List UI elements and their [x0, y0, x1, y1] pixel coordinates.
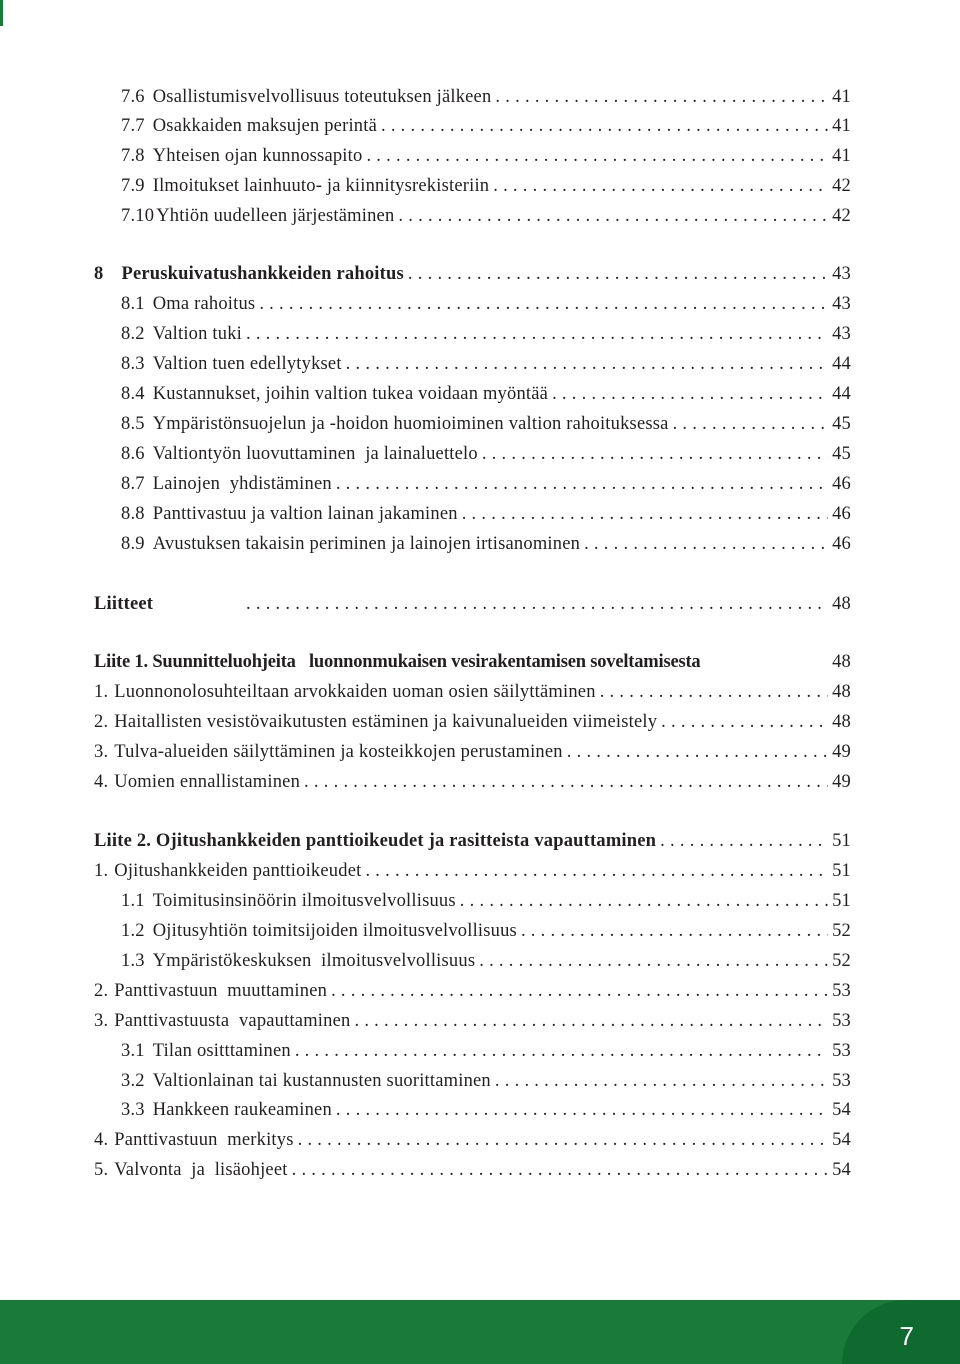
- toc-entry-title: Osakkaiden maksujen perintä: [152, 116, 377, 136]
- toc-entry-page: 45: [832, 414, 851, 434]
- toc-entry-page: 41: [832, 87, 851, 107]
- toc-entry-number: 1.: [94, 682, 109, 702]
- toc-entry-number: 8.3: [121, 354, 145, 374]
- toc-entry-number: 3.3: [121, 1100, 145, 1120]
- toc-entry-number: 7.9: [121, 176, 145, 196]
- toc-dot-leader: [331, 976, 828, 1006]
- toc-entry-number: 1.1: [121, 891, 145, 911]
- toc-entry-number: 8.7: [121, 474, 145, 494]
- toc-entry-number: 3.1: [121, 1041, 145, 1061]
- toc-entry-number: 8.4: [121, 384, 145, 404]
- toc-entry-page: 41: [832, 116, 851, 136]
- toc-entry-liite1-2[interactable]: [94, 707, 851, 737]
- toc-dot-leader: [462, 499, 828, 529]
- toc-entry-liite2-1[interactable]: [94, 856, 851, 886]
- toc-entry-number: 1.: [94, 861, 109, 881]
- toc-entry-title: Hankkeen raukeaminen: [152, 1100, 332, 1120]
- toc-entry-7-6[interactable]: [121, 82, 851, 112]
- toc-entry-number: 4.: [94, 1130, 109, 1150]
- toc-entry-number: 2.: [94, 712, 109, 732]
- toc-entry-title: Oma rahoitus: [152, 294, 256, 314]
- toc-entry-number: 3.: [94, 742, 109, 762]
- toc-dot-leader: [336, 1095, 828, 1125]
- toc-entry-page: 42: [832, 176, 851, 196]
- toc-entry-title: Ojitusyhtiön toimitsijoiden ilmoitusvelvollisuus: [152, 921, 517, 941]
- toc-heading-title: Liite 1. Suunnitteluohjeita luonnonmukaisen vesirakentamisen soveltamisesta: [94, 652, 701, 672]
- toc-entry-liite1-4[interactable]: [94, 767, 851, 797]
- toc-entry-page: 51: [832, 861, 851, 881]
- toc-entry-title: Kustannukset, joihin valtion tukea voidaan myöntää: [152, 384, 549, 404]
- toc-entry-title: Uomien ennallistaminen: [114, 772, 301, 792]
- toc-entry-8-5[interactable]: [121, 409, 851, 439]
- toc-entry-8-1[interactable]: [121, 289, 851, 319]
- toc-dot-leader: [495, 1066, 828, 1096]
- toc-heading-8[interactable]: [94, 259, 851, 289]
- toc-entry-page: 54: [832, 1160, 851, 1180]
- toc-dot-leader: [366, 141, 828, 171]
- toc-entry-title: Valtion tuki: [152, 324, 242, 344]
- toc-entry-number: 8.2: [121, 324, 145, 344]
- toc-dot-leader: [521, 916, 828, 946]
- toc-entry-liite2-1-1[interactable]: [121, 886, 851, 916]
- toc-entry-number: 4.: [94, 772, 109, 792]
- toc-entry-number: 7.7: [121, 116, 145, 136]
- toc-dot-leader: [292, 1155, 829, 1185]
- toc-entry-page: 53: [832, 981, 851, 1001]
- toc-entry-title: Osallistumisvelvollisuus toteutuksen jälkeen: [152, 87, 492, 107]
- toc-entry-title: Valtion tuen edellytykset: [152, 354, 342, 374]
- toc-entry-page: 42: [832, 206, 851, 226]
- toc-dot-leader: [398, 201, 828, 231]
- toc-entry-number: 3.: [94, 1011, 109, 1031]
- toc-entry-7-9[interactable]: [121, 171, 851, 201]
- toc-entry-number: 3.2: [121, 1071, 145, 1091]
- toc-entry-page: 41: [832, 146, 851, 166]
- toc-entry-title: Ilmoitukset lainhuuto- ja kiinnitysrekisteriin: [152, 176, 490, 196]
- toc-entry-8-9[interactable]: [121, 529, 851, 559]
- toc-heading-liitteet[interactable]: [94, 589, 851, 619]
- toc-dot-leader: [600, 677, 828, 707]
- toc-dot-leader: [552, 379, 828, 409]
- toc-entry-page: 46: [832, 474, 851, 494]
- toc-entry-liite2-3-3[interactable]: [121, 1095, 851, 1125]
- toc-entry-number: 7.8: [121, 146, 145, 166]
- toc-entry-title: Yhteisen ojan kunnossapito: [152, 146, 363, 166]
- toc-entry-page: 53: [832, 1071, 851, 1091]
- toc-entry-liite2-3-2[interactable]: [121, 1066, 851, 1096]
- toc-dot-leader: [584, 529, 828, 559]
- toc-entry-page: 52: [832, 921, 851, 941]
- toc-entry-title: Ympäristökeskuksen ilmoitusvelvollisuus: [152, 951, 476, 971]
- footer-bar: [0, 1300, 960, 1364]
- toc-entry-liite2-2[interactable]: [94, 976, 851, 1006]
- toc-entry-page: 53: [832, 1011, 851, 1031]
- toc-entry-liite2-4[interactable]: [94, 1125, 851, 1155]
- toc-entry-liite2-1-3[interactable]: [121, 946, 851, 976]
- toc-dot-leader: [673, 409, 829, 439]
- toc-heading-title: Liite 2. Ojitushankkeiden panttioikeudet ja rasitteista vapauttaminen: [94, 831, 657, 851]
- toc-dot-leader: [460, 886, 828, 916]
- toc-entry-liite2-5[interactable]: [94, 1155, 851, 1185]
- toc-heading-title: Peruskuivatushankkeiden rahoitus: [121, 264, 404, 284]
- toc-entry-8-6[interactable]: [121, 439, 851, 469]
- toc-entry-liite2-1-2[interactable]: [121, 916, 851, 946]
- toc-entry-8-7[interactable]: [121, 469, 851, 499]
- toc-heading-page: 43: [832, 264, 851, 284]
- toc-entry-page: 43: [832, 294, 851, 314]
- toc-entry-page: 48: [832, 712, 851, 732]
- toc-entry-liite2-3[interactable]: [94, 1006, 851, 1036]
- toc-dot-leader: [336, 469, 828, 499]
- toc-entry-title: Valtionlainan tai kustannusten suorittaminen: [152, 1071, 491, 1091]
- toc-dot-leader: [298, 1125, 829, 1155]
- toc-entry-number: 8.6: [121, 444, 145, 464]
- toc-entry-8-8[interactable]: [121, 499, 851, 529]
- toc-heading-liite-2[interactable]: [94, 826, 851, 856]
- toc-entry-page: 49: [832, 772, 851, 792]
- toc-dot-leader: [365, 856, 828, 886]
- toc-entry-number: 1.3: [121, 951, 145, 971]
- toc-entry-title: Toimitusinsinöörin ilmoitusvelvollisuus: [152, 891, 456, 911]
- toc-heading-number: 8: [94, 264, 104, 284]
- toc-entry-title: Tulva-alueiden säilyttäminen ja kosteikkojen perustaminen: [114, 742, 563, 762]
- toc-entry-title: Panttivastuu ja valtion lainan jakaminen: [152, 504, 458, 524]
- toc-entry-7-7[interactable]: [121, 111, 851, 141]
- toc-dot-leader: [246, 319, 828, 349]
- toc-heading-page: 51: [832, 831, 851, 851]
- toc-entry-number: 8.8: [121, 504, 145, 524]
- toc-dot-leader: [660, 826, 828, 856]
- toc-dot-leader: [246, 589, 828, 619]
- toc-entry-7-10[interactable]: [121, 201, 851, 231]
- toc-entry-title: Valtiontyön luovuttaminen ja lainaluettelo: [152, 444, 478, 464]
- toc-entry-7-8[interactable]: [121, 141, 851, 171]
- toc-entry-page: 44: [832, 384, 851, 404]
- toc-entry-number: 1.2: [121, 921, 145, 941]
- toc-heading-liite-1[interactable]: [94, 647, 851, 677]
- toc-entry-page: 46: [832, 534, 851, 554]
- toc-entry-8-2[interactable]: [121, 319, 851, 349]
- toc-entry-title: Ympäristönsuojelun ja -hoidon huomioiminen valtion rahoituksessa: [152, 414, 669, 434]
- toc-entry-number: 8.1: [121, 294, 145, 314]
- toc-entry-number: 8.5: [121, 414, 145, 434]
- toc-entry-page: 43: [832, 324, 851, 344]
- toc-entry-page: 53: [832, 1041, 851, 1061]
- toc-dot-leader: [661, 707, 828, 737]
- toc-entry-number: 5.: [94, 1160, 109, 1180]
- toc-entry-page: 46: [832, 504, 851, 524]
- toc-entry-page: 54: [832, 1100, 851, 1120]
- toc-dot-leader: [408, 259, 828, 289]
- toc-entry-title: Lainojen yhdistäminen: [152, 474, 332, 494]
- toc-entry-number: 8.9: [121, 534, 145, 554]
- toc-entry-title: Tilan ositttaminen: [152, 1041, 291, 1061]
- toc-entry-page: 49: [832, 742, 851, 762]
- toc-entry-liite2-3-1[interactable]: [121, 1036, 851, 1066]
- toc-dot-leader: [493, 171, 828, 201]
- toc-entry-8-3[interactable]: [121, 349, 851, 379]
- toc-entry-page: 48: [832, 682, 851, 702]
- toc-dot-leader: [479, 946, 828, 976]
- toc-entry-page: 54: [832, 1130, 851, 1150]
- toc-dot-leader: [259, 289, 828, 319]
- toc-entry-title: Avustuksen takaisin periminen ja lainojen irtisanominen: [152, 534, 581, 554]
- toc-entry-title: Valvonta ja lisäohjeet: [114, 1160, 288, 1180]
- toc-entry-8-4[interactable]: [121, 379, 851, 409]
- toc-entry-page: 45: [832, 444, 851, 464]
- toc-dot-leader: [295, 1036, 828, 1066]
- toc-entry-page: 44: [832, 354, 851, 374]
- toc-entry-page: 51: [832, 891, 851, 911]
- toc-entry-title: Luonnonolosuhteiltaan arvokkaiden uoman osien säilyttäminen: [114, 682, 596, 702]
- toc-dot-leader: [495, 82, 828, 112]
- toc-entry-number: 7.10: [121, 206, 155, 226]
- toc-dot-leader: [482, 439, 828, 469]
- toc-entry-title: Panttivastuun merkitys: [114, 1130, 294, 1150]
- toc-heading-title: Liitteet: [94, 594, 154, 614]
- toc-dot-leader: [346, 349, 828, 379]
- toc-entry-title: Haitallisten vesistövaikutusten estäminen ja kaivunalueiden viimeistely: [114, 712, 658, 732]
- toc-entry-title: Yhtiön uudelleen järjestäminen: [156, 206, 395, 226]
- toc-entry-title: Panttivastuun muuttaminen: [114, 981, 328, 1001]
- toc-entry-title: Ojitushankkeiden panttioikeudet: [114, 861, 362, 881]
- toc-entry-title: Panttivastuusta vapauttaminen: [114, 1011, 351, 1031]
- toc-dot-leader: [381, 111, 828, 141]
- toc-dot-leader: [304, 767, 828, 797]
- toc-entry-liite1-1[interactable]: [94, 677, 851, 707]
- toc-entry-number: 7.6: [121, 87, 145, 107]
- toc-dot-leader: [567, 737, 828, 767]
- toc-entry-liite1-3[interactable]: [94, 737, 851, 767]
- toc-dot-leader: [354, 1006, 828, 1036]
- toc-entry-page: 52: [832, 951, 851, 971]
- toc-heading-page: 48: [832, 652, 851, 672]
- toc-entry-number: 2.: [94, 981, 109, 1001]
- page-number: 7: [899, 1321, 914, 1351]
- toc-heading-page: 48: [832, 594, 851, 614]
